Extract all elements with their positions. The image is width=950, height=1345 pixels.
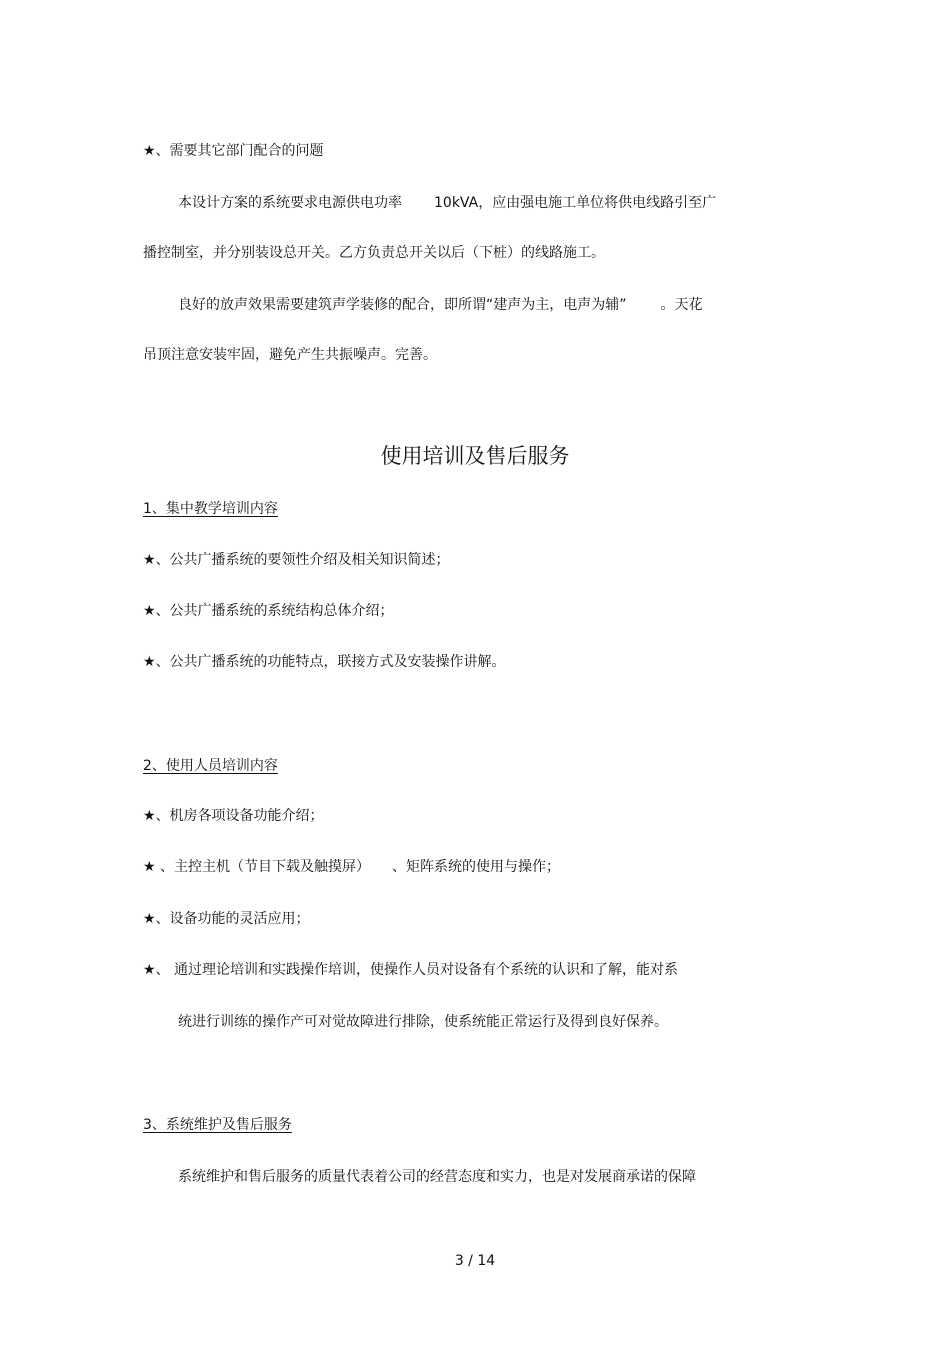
list-item: ★ 、公共广播系统的系统结构总体介绍；	[143, 601, 394, 621]
list-item: ★ 、设备功能的灵活应用；	[143, 909, 310, 929]
section-heading-maintenance: 3、系统维护及售后服务	[143, 1117, 292, 1133]
list-item: ★ 、主控主机（节目下载及触摸屏） 、矩阵系统的使用与操作；	[143, 857, 560, 877]
page-number: 3 / 14	[454, 1253, 496, 1269]
power-value: 10kVA	[434, 195, 479, 211]
star-icon: ★	[143, 143, 156, 159]
text-segment: 良好的放声效果需要建筑声学装修的配合，即所谓“建声为主，电声为辅”	[178, 297, 627, 313]
paragraph-power-line1	[178, 193, 716, 213]
text-segment: 。天花	[660, 297, 703, 313]
list-item: ★ 、公共广播系统的要领性介绍及相关知识简述；	[143, 550, 450, 570]
page-title: 使用培训及售后服务	[380, 444, 570, 468]
list-item-continuation: 统进行训练的操作产可对觉故障进行排除，使系统能正常运行及得到良好保养。	[178, 1014, 668, 1030]
paragraph-acoustic-line2: 吊顶注意安装牢固，避免产生共振噪声。完善。	[143, 347, 437, 363]
section-heading-coordination	[143, 141, 324, 161]
section-heading-training: 1、集中教学培训内容	[143, 501, 278, 517]
text-segment: 本设计方案的系统要求电源供电功率	[178, 195, 402, 211]
paragraph-maintenance: 系统维护和售后服务的质量代表着公司的经营态度和实力，也是对发展商承诺的保障	[178, 1169, 696, 1185]
text-segment: ，应由强电施工单位将供电线路引至广	[478, 195, 717, 211]
list-item: ★ 、 通过理论培训和实践操作培训，使操作人员对设备有个系统的认识和了解，能对系	[143, 960, 678, 980]
heading-text: 、需要其它部门配合的问题	[155, 143, 324, 159]
list-item: ★ 、公共广播系统的功能特点，联接方式及安装操作讲解。	[143, 652, 506, 672]
paragraph-acoustic-line1	[178, 295, 703, 315]
paragraph-power-line2: 播控制室，并分别装设总开关。乙方负责总开关以后（下桩）的线路施工。	[143, 245, 605, 261]
section-heading-users: 2、使用人员培训内容	[143, 758, 278, 774]
list-item: ★ 、机房各项设备功能介绍；	[143, 806, 324, 826]
